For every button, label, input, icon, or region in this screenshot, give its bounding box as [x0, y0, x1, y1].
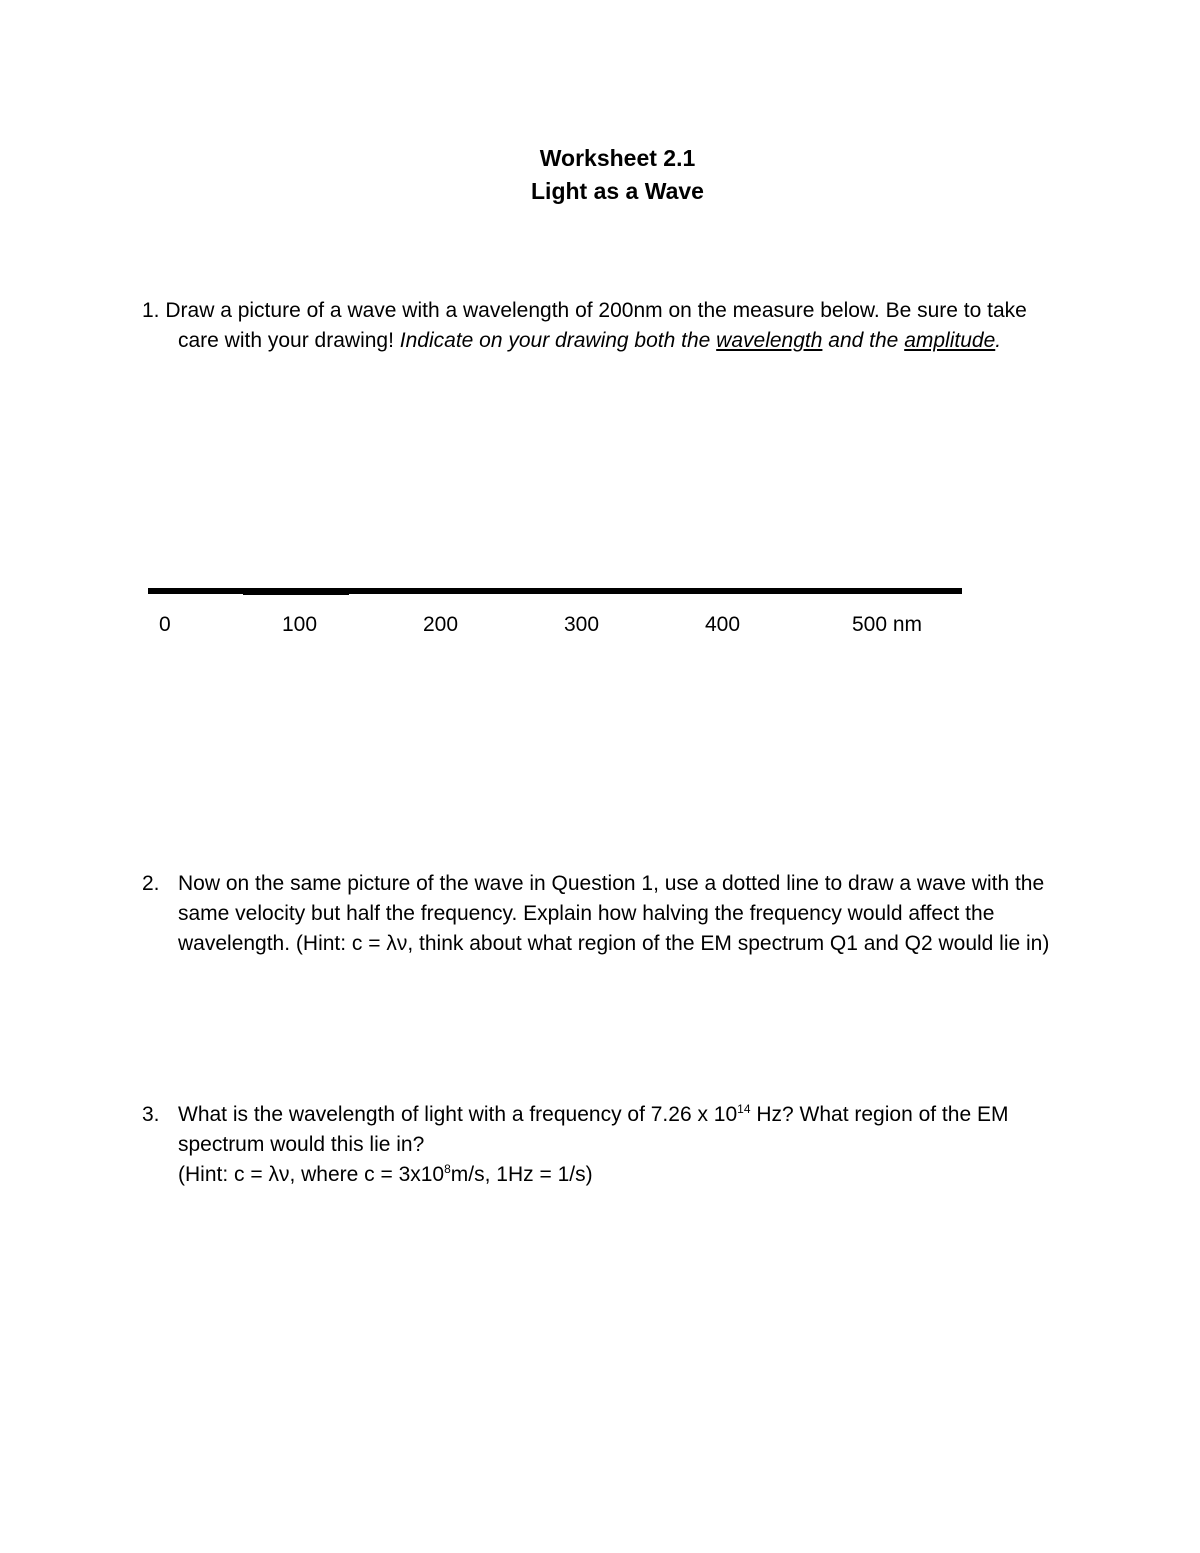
question-2-number: 2. [142, 872, 160, 895]
question-2-line-1: Now on the same picture of the wave in Question 1, use a dotted line to draw a wave with the [178, 872, 1045, 895]
question-2 [142, 869, 1142, 959]
question-1-wavelength-term: wavelength [716, 329, 823, 352]
measure-tick-100: 100 [282, 613, 318, 636]
question-3 [142, 1100, 1142, 1190]
question-3-line-3-b: m/s, 1Hz = 1/s) [450, 1163, 593, 1186]
question-3-exponent-8: 8 [444, 1162, 451, 1176]
question-1-text-b: care with your drawing! [178, 329, 394, 352]
question-1-italic-b: and the [828, 329, 899, 352]
question-1-italic-a: Indicate on your drawing both the [399, 329, 711, 352]
question-1-italic-end: . [995, 329, 1002, 352]
question-1-line-2 [142, 326, 1102, 356]
question-3-row [142, 1100, 1142, 1190]
question-3-exponent-14: 14 [737, 1102, 751, 1116]
question-1-amplitude-term: amplitude [904, 329, 996, 352]
question-3-line-1-a: What is the wavelength of light with a frequency of 7.26 x 10 [178, 1103, 738, 1126]
question-1-number: 1. [142, 299, 160, 322]
page-title: Worksheet 2.1 [539, 145, 696, 171]
question-3-line-1 [178, 1100, 1142, 1130]
question-2-line-3: wavelength. (Hint: c = λν, think about what region of the EM spectrum Q1 and Q2 would lie in) [178, 932, 1050, 955]
question-3-number: 3. [142, 1103, 160, 1126]
page-subtitle: Light as a Wave [531, 178, 704, 204]
worksheet-header [0, 142, 1200, 208]
question-2-row [142, 869, 1142, 959]
measure-tick-500: 500 nm [852, 613, 923, 636]
measure-tick-200: 200 [423, 613, 459, 636]
question-3-line-1-b: Hz? What region of the EM [750, 1103, 1009, 1126]
measure-tick-300: 300 [564, 613, 600, 636]
question-1-line-1 [142, 296, 1102, 326]
question-2-text [178, 869, 1142, 959]
question-3-line-2: spectrum would this lie in? [178, 1133, 425, 1156]
question-3-line-3-a: (Hint: c = λν, where c = 3x10 [178, 1163, 445, 1186]
question-1-text-a: Draw a picture of a wave with a wavelength of 200nm on the measure below. Be sure to take [165, 299, 1027, 322]
question-3-line-3 [178, 1160, 1142, 1190]
question-3-text [178, 1100, 1142, 1190]
measure-tick-0: 0 [159, 613, 171, 636]
question-1 [142, 296, 1102, 356]
question-2-line-2: same velocity but half the frequency. Explain how halving the frequency would affect the [178, 902, 995, 925]
measure-line-segment [243, 592, 349, 595]
measure-tick-400: 400 [705, 613, 741, 636]
